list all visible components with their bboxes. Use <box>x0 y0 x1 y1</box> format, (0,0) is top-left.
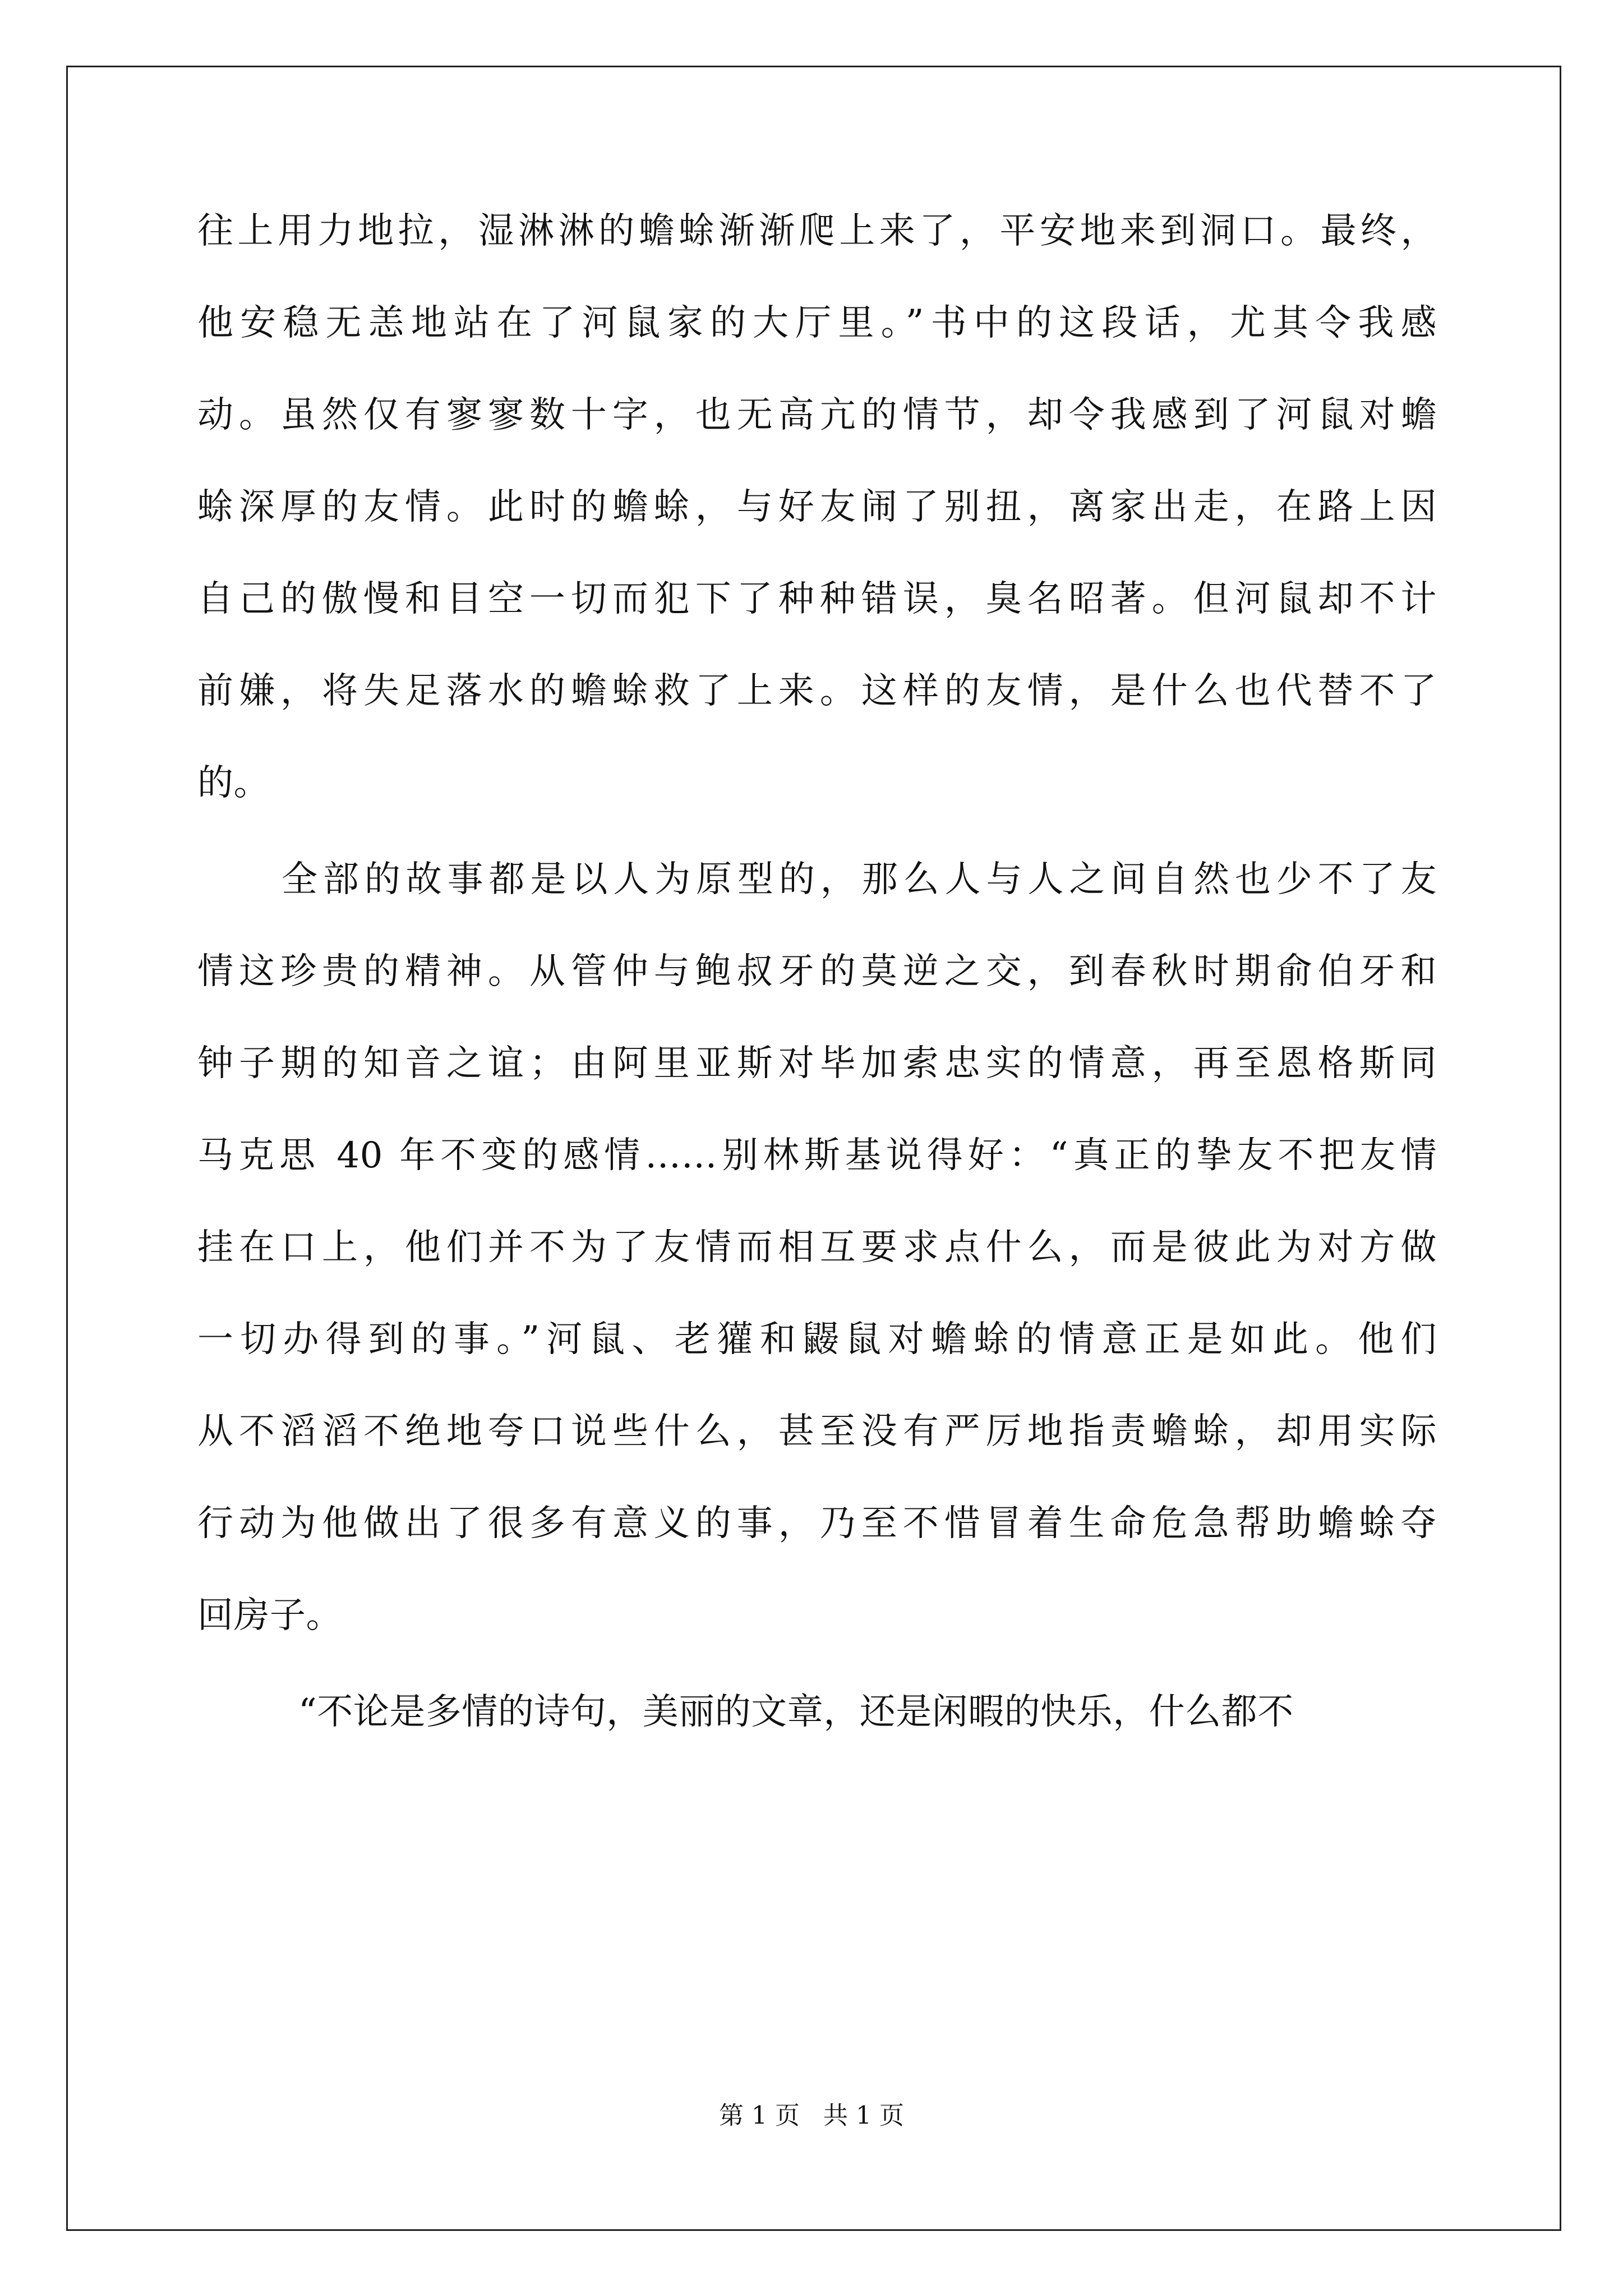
text-line: 挂在口上，他们并不为了友情而相互要求点什么，而是彼此为对方做 <box>197 1227 1437 1268</box>
text-line: 从不滔滔不绝地夸口说些什么，甚至没有严厉地指责蟾蜍，却用实际 <box>197 1411 1437 1452</box>
text-line: 全部的故事都是以人为原型的，那么人与人之间自然也少不了友 <box>282 859 1437 900</box>
text-line: 自己的傲慢和目空一切而犯下了种种错误，臭名昭著。但河鼠却不计 <box>197 578 1437 620</box>
text-line: 的。 <box>197 762 270 804</box>
text-line: 回房子。 <box>197 1595 342 1636</box>
text-line: “不论是多情的诗句，美丽的文章，还是闲暇的快乐，什么都不 <box>298 1691 1294 1733</box>
text-line: 行动为他做出了很多有意义的事，乃至不惜冒着生命危急帮助蟾蜍夺 <box>197 1503 1437 1544</box>
text-line: 他安稳无恙地站在了河鼠家的大厅里。”书中的这段话，尤其令我感 <box>197 302 1437 344</box>
text-line: 前嫌，将失足落水的蟾蜍救了上来。这样的友情，是什么也代替不了 <box>197 670 1437 712</box>
text-line: 动。虽然仅有寥寥数十字，也无高亢的情节，却令我感到了河鼠对蟾 <box>197 394 1437 436</box>
text-line: 钟子期的知音之谊；由阿里亚斯对毕加索忠实的情意，再至恩格斯同 <box>197 1043 1437 1084</box>
document-body <box>197 185 1437 1758</box>
page-footer: 第 1 页 共 1 页 <box>719 2101 904 2130</box>
text-line: 往上用力地拉，湿淋淋的蟾蜍渐渐爬上来了，平安地来到洞口。最终， <box>197 210 1437 252</box>
text-line: 一切办得到的事。”河鼠、老獾和鼹鼠对蟾蜍的情意正是如此。他们 <box>197 1319 1437 1360</box>
text-line: 马克思 40 年不变的感情……别林斯基说得好：“真正的挚友不把友情 <box>197 1135 1437 1176</box>
text-line: 情这珍贵的精神。从管仲与鲍叔牙的莫逆之交，到春秋时期俞伯牙和 <box>197 951 1437 992</box>
text-line: 蜍深厚的友情。此时的蟾蜍，与好友闹了别扭，离家出走，在路上因 <box>197 486 1437 528</box>
